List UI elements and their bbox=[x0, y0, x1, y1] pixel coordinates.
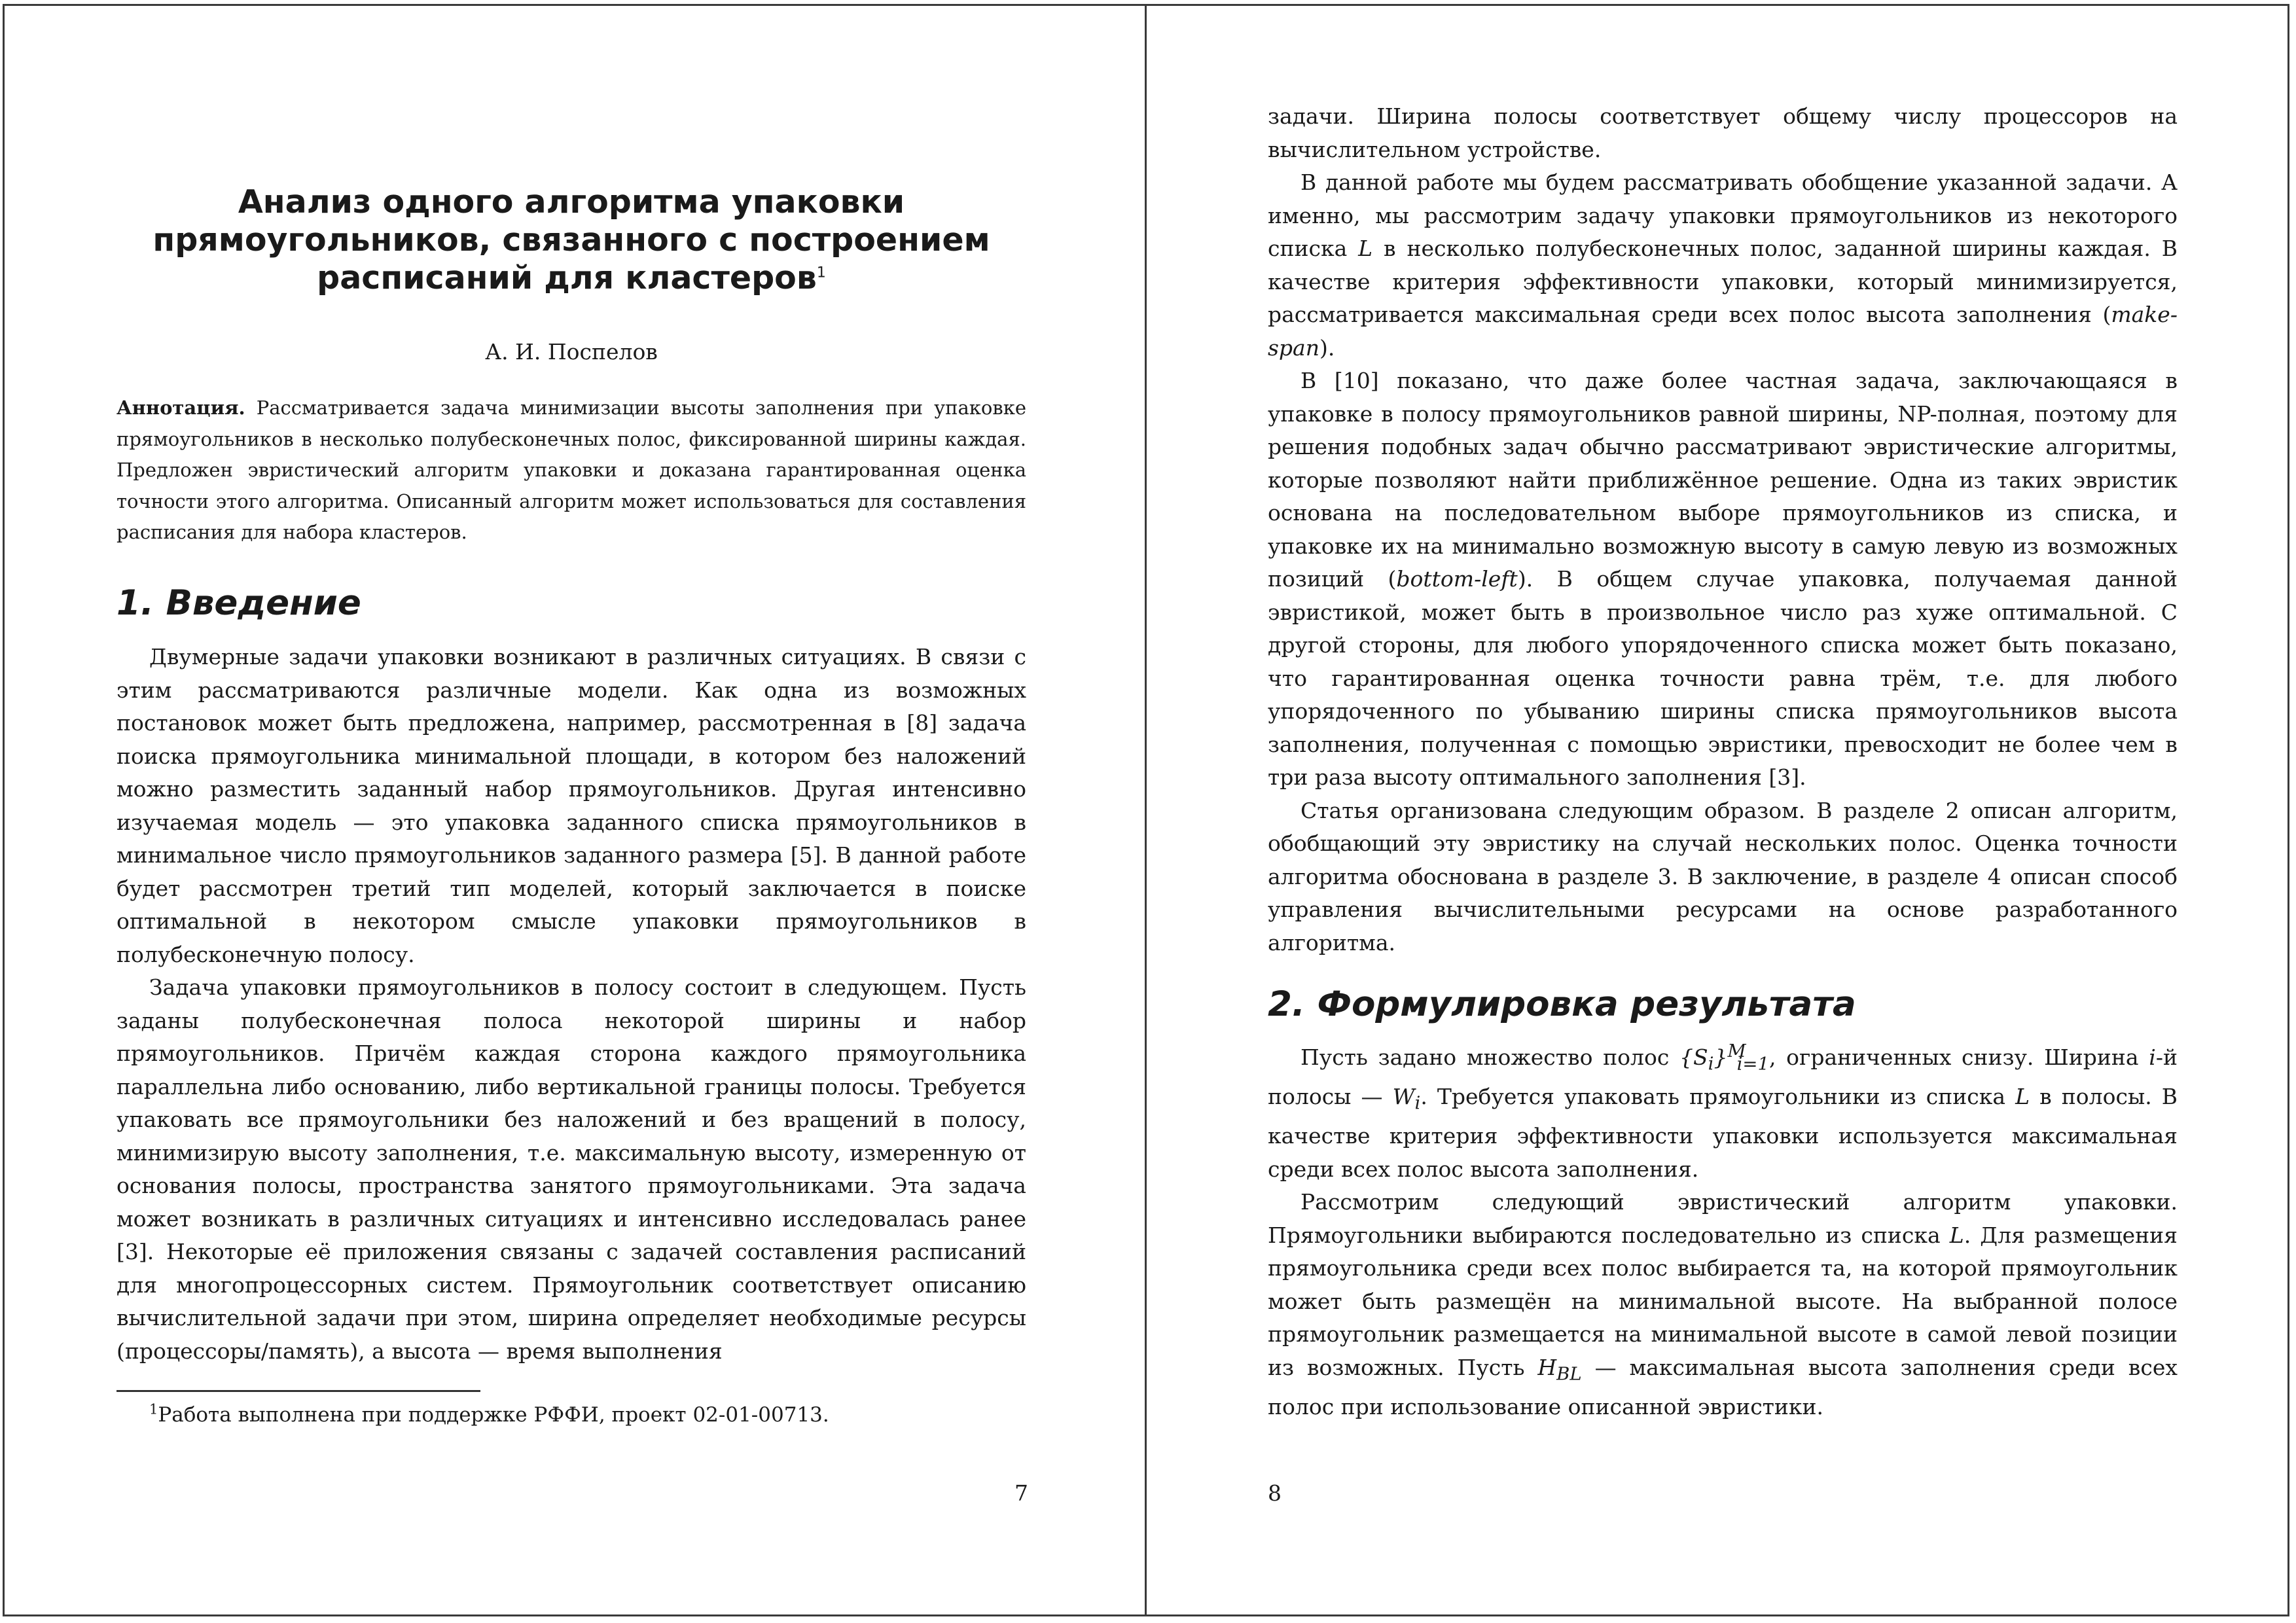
set-range: i=1 bbox=[1736, 1053, 1769, 1075]
var-L-3: L bbox=[1949, 1222, 1964, 1248]
var-H-letter: H bbox=[1537, 1354, 1557, 1380]
p5-text-d: . Требуется упаковать прямоугольники из списка bbox=[1420, 1084, 2006, 1110]
var-H-BL bbox=[1537, 1354, 1582, 1385]
var-L-2: L bbox=[2015, 1084, 2030, 1110]
right-body-top bbox=[1268, 100, 2178, 959]
var-W-letter: W bbox=[1392, 1084, 1415, 1110]
page-number-right: 8 bbox=[1268, 1480, 1282, 1506]
set-close: } bbox=[1713, 1044, 1728, 1070]
p6-text-a: Рассмотрим следующий эвристический алгоритм упаковки. Прямоугольники выбираются последовательно из списка bbox=[1268, 1189, 2178, 1248]
title-footnote-mark: 1 bbox=[816, 264, 826, 281]
p5-text-e: в полосы. В качестве критерия эффективности упаковки используется максимальная среди всех полос высота заполнения. bbox=[1268, 1084, 2178, 1182]
paragraph-intro-1: Двумерные задачи упаковки возникают в различных ситуациях. В связи с этим рассматриваются различные модели. Как одна из возможных постановок может быть предложена, например, рассмотренная в [8] задача поиска прямоугольника минимальной площади, в котором без наложений можно разместить заданный набор прямоугольников. Другая интенсивно изучаемая модель — это упаковка заданного списка прямоугольников в минимальное число прямоугольников заданного размера [5]. В данной работе будет рассмотрен третий тип моделей, который заключается в поиске оптимальной в некотором смысле упаковки прямоугольников в полубесконечную полосу. bbox=[117, 644, 1026, 967]
abstract-text: Рассматривается задача минимизации высоты заполнения при упаковке прямоугольников в несколько полубесконечных полос, фиксированной ширины каждая. Предложен эвристический алгоритм упаковки и доказана гарантированная оценка точности этого алгоритма. Описанный алгоритм может использоваться для составления расписания для набора кластеров. bbox=[117, 397, 1027, 543]
title-line-3-text: расписаний для кластеров bbox=[317, 259, 817, 296]
paper-title bbox=[117, 183, 1026, 297]
paragraph-continued: задачи. Ширина полосы соответствует общему числу процессоров на вычислительном устройстве. bbox=[1268, 103, 2178, 162]
paragraph-np-hard bbox=[1268, 365, 2178, 794]
footnote-text: Работа выполнена при поддержке РФФИ, проект 02-01-00713. bbox=[158, 1403, 829, 1427]
right-body-bottom bbox=[1268, 1035, 2178, 1423]
title-line-1: Анализ одного алгоритма упаковки bbox=[238, 183, 905, 221]
p6-text-c: — максимальная высота заполнения среди всех полос при использование описанной эвристики. bbox=[1268, 1354, 2178, 1419]
p5-text-a: Пусть задано множество полос bbox=[1300, 1044, 1670, 1070]
set-sub: i bbox=[1708, 1053, 1714, 1075]
p3-text-a: В [10] показано, что даже более частная задача, заключающаяся в упаковке в полосу прямоугольников равной ширины, NP-полная, поэтому для решения подобных задач обычно рассматривают эвристические алгоритмы, которые позволяют найти приближённое решение. Одна из таких эвристик основана на последовательном выборе прямоугольников из списка, и упаковке их на минимально возможную высоту в самую левую из возможных позиций ( bbox=[1268, 368, 2178, 592]
left-page bbox=[0, 0, 1145, 1623]
term-make-span: make-span bbox=[1268, 302, 2178, 361]
strip-set bbox=[1679, 1041, 1769, 1075]
paragraph-organization: Статья организована следующим образом. В разделе 2 описан алгоритм, обобщающий эту эвристику на случай нескольких полос. Оценка точности алгоритма обоснована в разделе 3. В заключение, в разделе 4 описан способ управления вычислительными ресурсами на основе разработанного алгоритма. bbox=[1268, 797, 2178, 955]
p3-text-b: ). В общем случае упаковка, получаемая данной эвристикой, может быть в произвольное число раз хуже оптимальной. С другой стороны, для любого упорядоченного списка может быть показано, что гарантированная оценка точности равна трём, т.е. для любого упорядоченного по убыванию ширины списка прямоугольников высота заполнения, полученная с помощью эвристики, превосходит не более чем в три раза высоту оптимального заполнения [3]. bbox=[1268, 566, 2178, 790]
section-heading-introduction: 1. Введение bbox=[117, 583, 361, 623]
footnote-rule bbox=[117, 1390, 480, 1392]
abstract bbox=[117, 393, 1026, 548]
p2-text-b: в несколько полубесконечных полос, заданной ширины каждая. В качестве критерия эффективности упаковки, который минимизируется, рассматривается максимальная среди всех полос высота заполнения ( bbox=[1268, 236, 2178, 327]
var-W-sub: i bbox=[1414, 1092, 1421, 1114]
p2-text-c: ). bbox=[1319, 334, 1335, 361]
var-L: L bbox=[1358, 236, 1373, 261]
var-i: i bbox=[2149, 1044, 2156, 1070]
set-open: {S bbox=[1679, 1044, 1708, 1070]
page-number-left: 7 bbox=[1014, 1480, 1028, 1506]
right-page bbox=[1147, 0, 2291, 1623]
abstract-label: Аннотация. bbox=[117, 397, 245, 419]
footnote bbox=[149, 1400, 1026, 1429]
footnote-number: 1 bbox=[149, 1401, 158, 1418]
p2-text-a: В данной работе мы будем рассматривать обобщение указанной задачи. А именно, мы рассмотрим задачу упаковки прямоугольников из некоторого списка bbox=[1268, 169, 2178, 261]
paragraph-algorithm bbox=[1268, 1186, 2178, 1423]
title-line-3 bbox=[117, 259, 1026, 297]
p6-text-b: . Для размещения прямоугольника среди всех полос выбирается та, на которой прямоугольник может быть размещён на минимальной высоте. На выбранной полосе прямоугольник размещается на минимальной высоте в самой левой позиции из возможных. Пусть bbox=[1268, 1222, 2178, 1380]
section-heading-result: 2. Формулировка результата bbox=[1268, 984, 1856, 1024]
paragraph-intro-2: Задача упаковки прямоугольников в полосу состоит в следующем. Пусть заданы полубесконечная полоса некоторой ширины и набор прямоугольников. Причём каждая сторона каждого прямоугольника параллельна либо основанию, либо вертикальной границы полосы. Требуется упаковать все прямоугольники без наложений и без вращений в полосу, минимизирую высоту заполнения, т.е. максимальную высоту, измеренную от основания полосы, пространства занятого прямоугольниками. Эта задача может возникать в различных ситуациях и интенсивно исследовалась ранее [3]. Некоторые её приложения связаны с задачей составления расписаний для многопроцессорных систем. Прямоугольник соответствует описанию вычислительной задачи при этом, ширина определяет необходимые ресурсы (процессоры/память), а высота — время выполнения bbox=[117, 974, 1026, 1364]
author: А. И. Поспелов bbox=[485, 339, 658, 365]
var-H-sub: BL bbox=[1556, 1363, 1582, 1385]
var-W bbox=[1392, 1084, 1421, 1114]
term-bottom-left: bottom-left bbox=[1396, 566, 1518, 592]
paragraph-problem-statement bbox=[1268, 1035, 2178, 1186]
paragraph-generalization bbox=[1268, 166, 2178, 365]
p5-text-b: , ограниченных снизу. Ширина bbox=[1768, 1044, 2139, 1070]
set-sup: M bbox=[1727, 1041, 1746, 1061]
left-body bbox=[117, 641, 1026, 1368]
p5-text-c: -й полосы — bbox=[1268, 1044, 2178, 1110]
title-line-2: прямоугольников, связанного с построением bbox=[152, 221, 990, 259]
